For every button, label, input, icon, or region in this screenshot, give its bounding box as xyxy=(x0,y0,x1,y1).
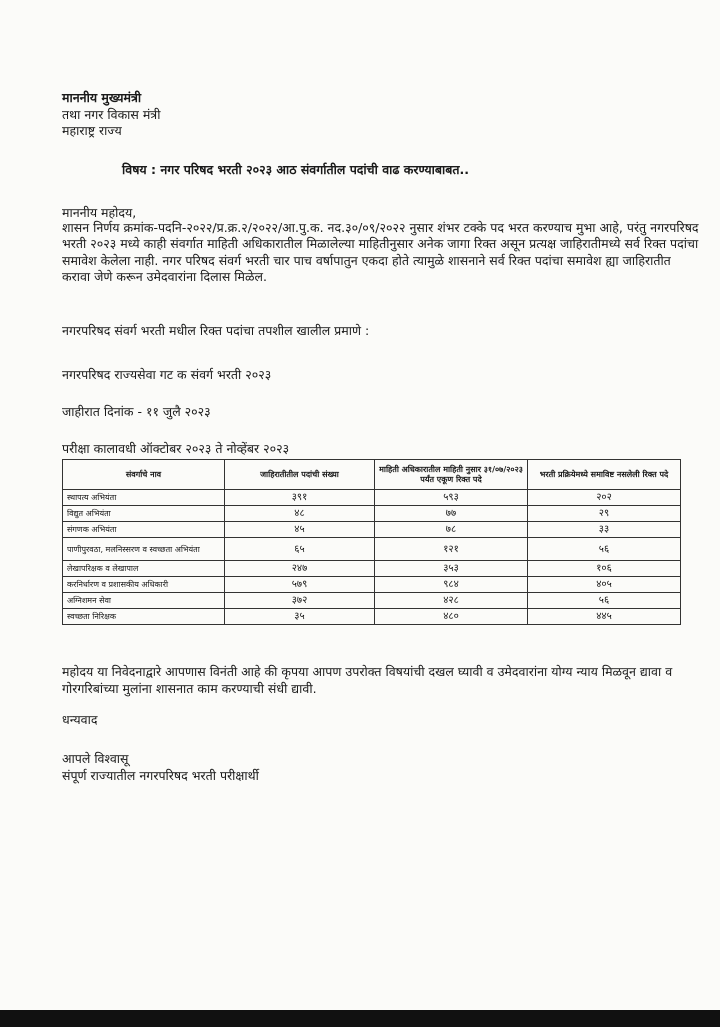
table-intro-line: नगरपरिषद संवर्ग भरती मधील रिक्त पदांचा तपशील खालील प्रमाणे : xyxy=(62,323,370,338)
exam-period: परीक्षा कालावधी ऑक्टोबर २०२३ ते नोव्हेंबर २०२३ xyxy=(62,441,290,456)
advertised-posts-cell: ३९१ xyxy=(225,490,375,506)
excluded-vacancies-cell: ३३ xyxy=(528,522,681,538)
cadre-name-cell: लेखापरिक्षक व लेखापाल xyxy=(63,561,225,577)
advertisement-date: जाहीरात दिनांक - ११ जुलै २०२३ xyxy=(62,404,211,419)
table-row xyxy=(63,593,681,609)
excluded-vacancies-cell: ४४५ xyxy=(528,609,681,625)
header-excluded-vacancies: भरती प्रक्रियेमध्ये समाविष्ट नसलेली रिक्त पदे xyxy=(528,460,681,490)
total-vacancies-cell: ४२८ xyxy=(375,593,528,609)
excluded-vacancies-cell: २९ xyxy=(528,506,681,522)
table-row xyxy=(63,609,681,625)
total-vacancies-cell: ७८ xyxy=(375,522,528,538)
table-row xyxy=(63,522,681,538)
addressee-line: महाराष्ट्र राज्य xyxy=(62,123,122,138)
table-row xyxy=(63,561,681,577)
advertised-posts-cell: ४५ xyxy=(225,522,375,538)
header-cadre-name: संवर्गाचे नाव xyxy=(63,460,225,490)
cadre-name-cell: करनिर्धारण व प्रशासकीय अधिकारी xyxy=(63,577,225,593)
sign-off-line: आपले विश्वासू xyxy=(62,751,129,766)
advertised-posts-cell: ३७२ xyxy=(225,593,375,609)
advertised-posts-cell: ६५ xyxy=(225,538,375,561)
total-vacancies-cell: ७७ xyxy=(375,506,528,522)
advertised-posts-cell: ४८ xyxy=(225,506,375,522)
closing-paragraph: महोदय या निवेदनाद्वारे आपणास विनंती आहे की कृपया आपण उपरोक्त विषयांची दखल घ्यावी व उमेदवारांना योग्य न्याय मिळवून द्यावा व गोरगरिबांच्या मुलांना शासनात काम करण्याची संधी द्यावी. xyxy=(62,664,673,696)
cadre-name-cell: अग्निशमन सेवा xyxy=(63,593,225,609)
total-vacancies-cell: ३५३ xyxy=(375,561,528,577)
addressee-block xyxy=(62,90,160,140)
total-vacancies-cell: ४८० xyxy=(375,609,528,625)
cadre-name-cell: स्थापत्य अभियंता xyxy=(63,490,225,506)
total-vacancies-cell: ५९३ xyxy=(375,490,528,506)
table-row xyxy=(63,577,681,593)
advertised-posts-cell: ३५ xyxy=(225,609,375,625)
total-vacancies-cell: ९८४ xyxy=(375,577,528,593)
header-advertised-posts: जाहिरातीतील पदांची संख्या xyxy=(225,460,375,490)
advertised-posts-cell: २४७ xyxy=(225,561,375,577)
sign-off-line: संपूर्ण राज्यातील नगरपरिषद भरती परीक्षार्थी xyxy=(62,767,259,783)
body-paragraph: शासन निर्णय क्रमांक-पदनि-२०२२/प्र.क्र.२/२०२२/आ.पु.क. नद.३०/०९/२०२२ नुसार शंभर टक्के पद भरत करण्याच मुभा आहे, परंतु नगरपरिषद भरती २०२३ मध्ये काही संवर्गात माहिती अधिकारातील मिळालेल्या माहितीनुसार अनेक जागा रिक्त असून प्रत्यक्ष जाहिरातीमध्ये सर्व रिक्त पदांचा समावेश केलेला नाही. नगर परिषद संवर्ग भरती चार पाच वर्षापातुन एकदा होते त्यामुळे शासनाने सर्व रिक्त पदांचा समावेश ह्या जाहिरातीत करावा जेणे करून उमेदवारांना दिलास मिळेल. xyxy=(62,220,699,284)
advertised-posts-cell: ५७९ xyxy=(225,577,375,593)
salutation: माननीय महोदय, xyxy=(62,205,137,220)
addressee-line: माननीय मुख्यमंत्री xyxy=(62,90,142,105)
excluded-vacancies-cell: ५६ xyxy=(528,593,681,609)
thanks-line: धन्यवाद xyxy=(62,712,98,727)
sign-off-block xyxy=(62,751,259,784)
cadre-name-cell: पाणीपुरवठा, मलनिस्सरण व स्वच्छता अभियंता xyxy=(63,538,225,561)
addressee-line: तथा नगर विकास मंत्री xyxy=(62,106,161,122)
excluded-vacancies-cell: ५६ xyxy=(528,538,681,561)
cadre-name-cell: विद्युत अभियंता xyxy=(63,506,225,522)
vacancy-table xyxy=(62,459,681,625)
recruitment-title: नगरपरिषद राज्यसेवा गट क संवर्ग भरती २०२३ xyxy=(62,367,272,382)
bottom-bar xyxy=(0,1010,720,1027)
subject-line: विषय : नगर परिषद भरती २०२३ आठ संवर्गातील पदांची वाढ करण्याबाबत.. xyxy=(122,162,470,177)
table-header-row xyxy=(63,460,681,490)
excluded-vacancies-cell: २०२ xyxy=(528,490,681,506)
excluded-vacancies-cell: ४०५ xyxy=(528,577,681,593)
table-row xyxy=(63,506,681,522)
table-row xyxy=(63,490,681,506)
cadre-name-cell: स्वच्छता निरिक्षक xyxy=(63,609,225,625)
excluded-vacancies-cell: १०६ xyxy=(528,561,681,577)
total-vacancies-cell: १२१ xyxy=(375,538,528,561)
table-row xyxy=(63,538,681,561)
header-total-vacancies: माहिती अधिकारातील माहिती नुसार ३१/०७/२०२३ पर्यंत एकूण रिक्त पदे xyxy=(375,460,528,490)
cadre-name-cell: संगणक अभियंता xyxy=(63,522,225,538)
